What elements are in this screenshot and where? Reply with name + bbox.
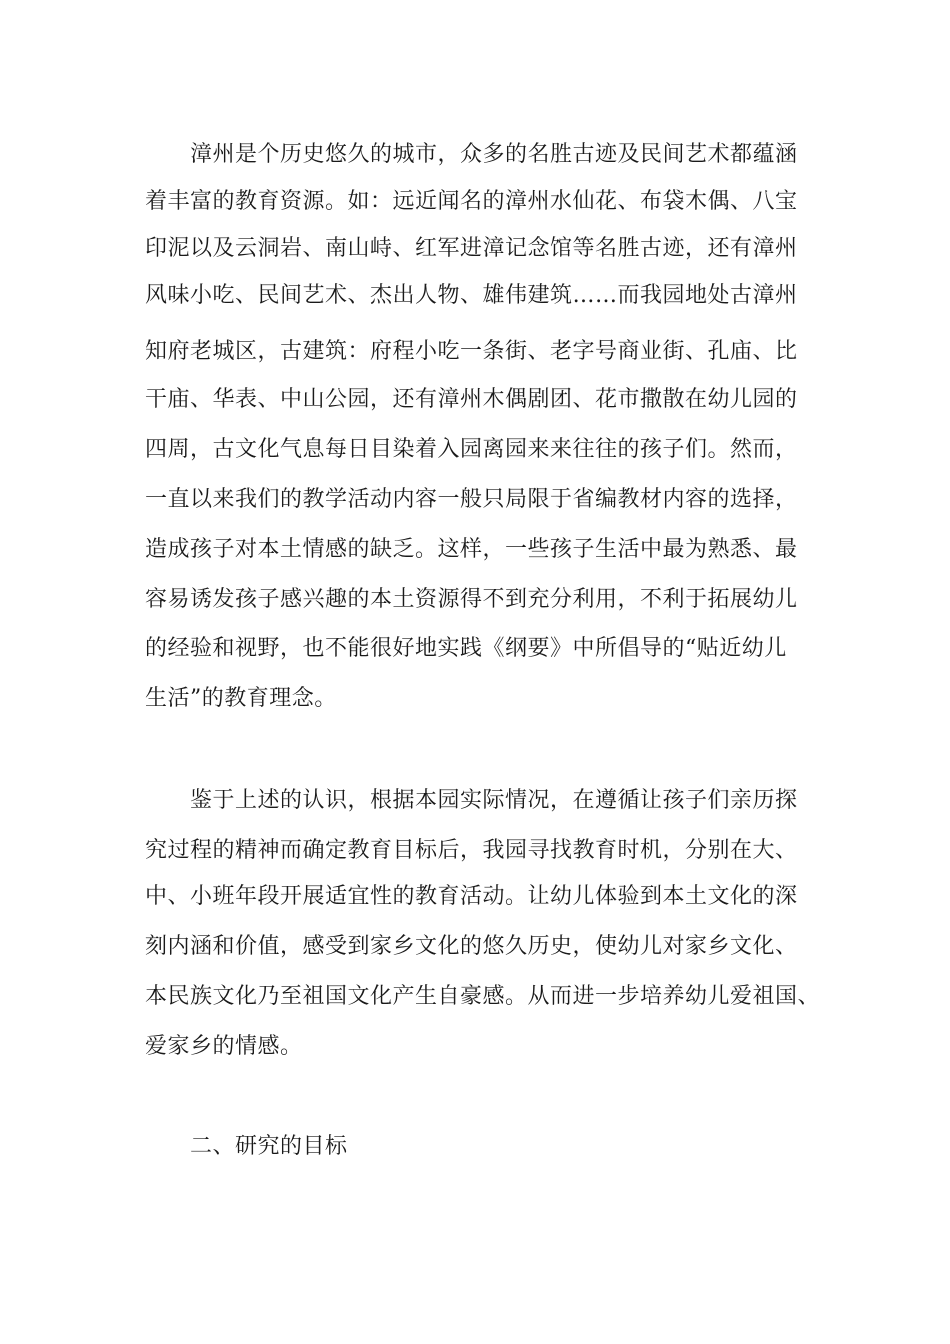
paragraph-line: 容易诱发孩子感兴趣的本土资源得不到充分利用，不利于拓展幼儿: [145, 587, 798, 612]
paragraph-line: 究过程的精神而确定教育目标后，我园寻找教育时机，分别在大、: [145, 838, 798, 863]
paragraph-line: 着丰富的教育资源。如：远近闻名的漳州水仙花、布袋木偶、八宝: [145, 189, 798, 214]
paragraph-line: 四周，古文化气息每日目染着入园离园来来往往的孩子们。然而，: [145, 437, 798, 462]
section-heading: 二、研究的目标: [190, 1134, 348, 1159]
paragraph-line: 爱家乡的情感。: [145, 1034, 303, 1059]
paragraph-line: 干庙、华表、中山公园，还有漳州木偶剧团、花市撒散在幼儿园的: [145, 387, 798, 412]
paragraph-line: 造成孩子对本土情感的缺乏。这样，一些孩子生活中最为熟悉、最: [145, 537, 798, 562]
paragraph-line: 中、小班年段开展适宜性的教育活动。让幼儿体验到本土文化的深: [145, 884, 798, 909]
paragraph-line: 一直以来我们的教学活动内容一般只局限于省编教材内容的选择，: [145, 487, 798, 512]
paragraph-line: 本民族文化乃至祖国文化产生自豪感。从而进一步培养幼儿爱祖国、: [145, 984, 821, 1009]
paragraph-line: 漳州是个历史悠久的城市，众多的名胜古迹及民间艺术都蕴涵: [190, 142, 798, 167]
paragraph-line: 风味小吃、民间艺术、杰出人物、雄伟建筑……而我园地处古漳州: [145, 283, 798, 308]
paragraph-line: 鉴于上述的认识，根据本园实际情况，在遵循让孩子们亲历探: [190, 788, 798, 813]
paragraph-line: 知府老城区，古建筑：府程小吃一条街、老字号商业街、孔庙、比: [145, 339, 798, 364]
paragraph-line: 的经验和视野，也不能很好地实践《纲要》中所倡导的“贴近幼儿: [145, 636, 787, 661]
paragraph-line: 印泥以及云洞岩、南山峙、红军进漳记念馆等名胜古迹，还有漳州: [145, 236, 798, 261]
paragraph-line: 生活”的教育理念。: [145, 686, 337, 711]
paragraph-line: 刻内涵和价值，感受到家乡文化的悠久历史，使幼儿对家乡文化、: [145, 934, 798, 959]
